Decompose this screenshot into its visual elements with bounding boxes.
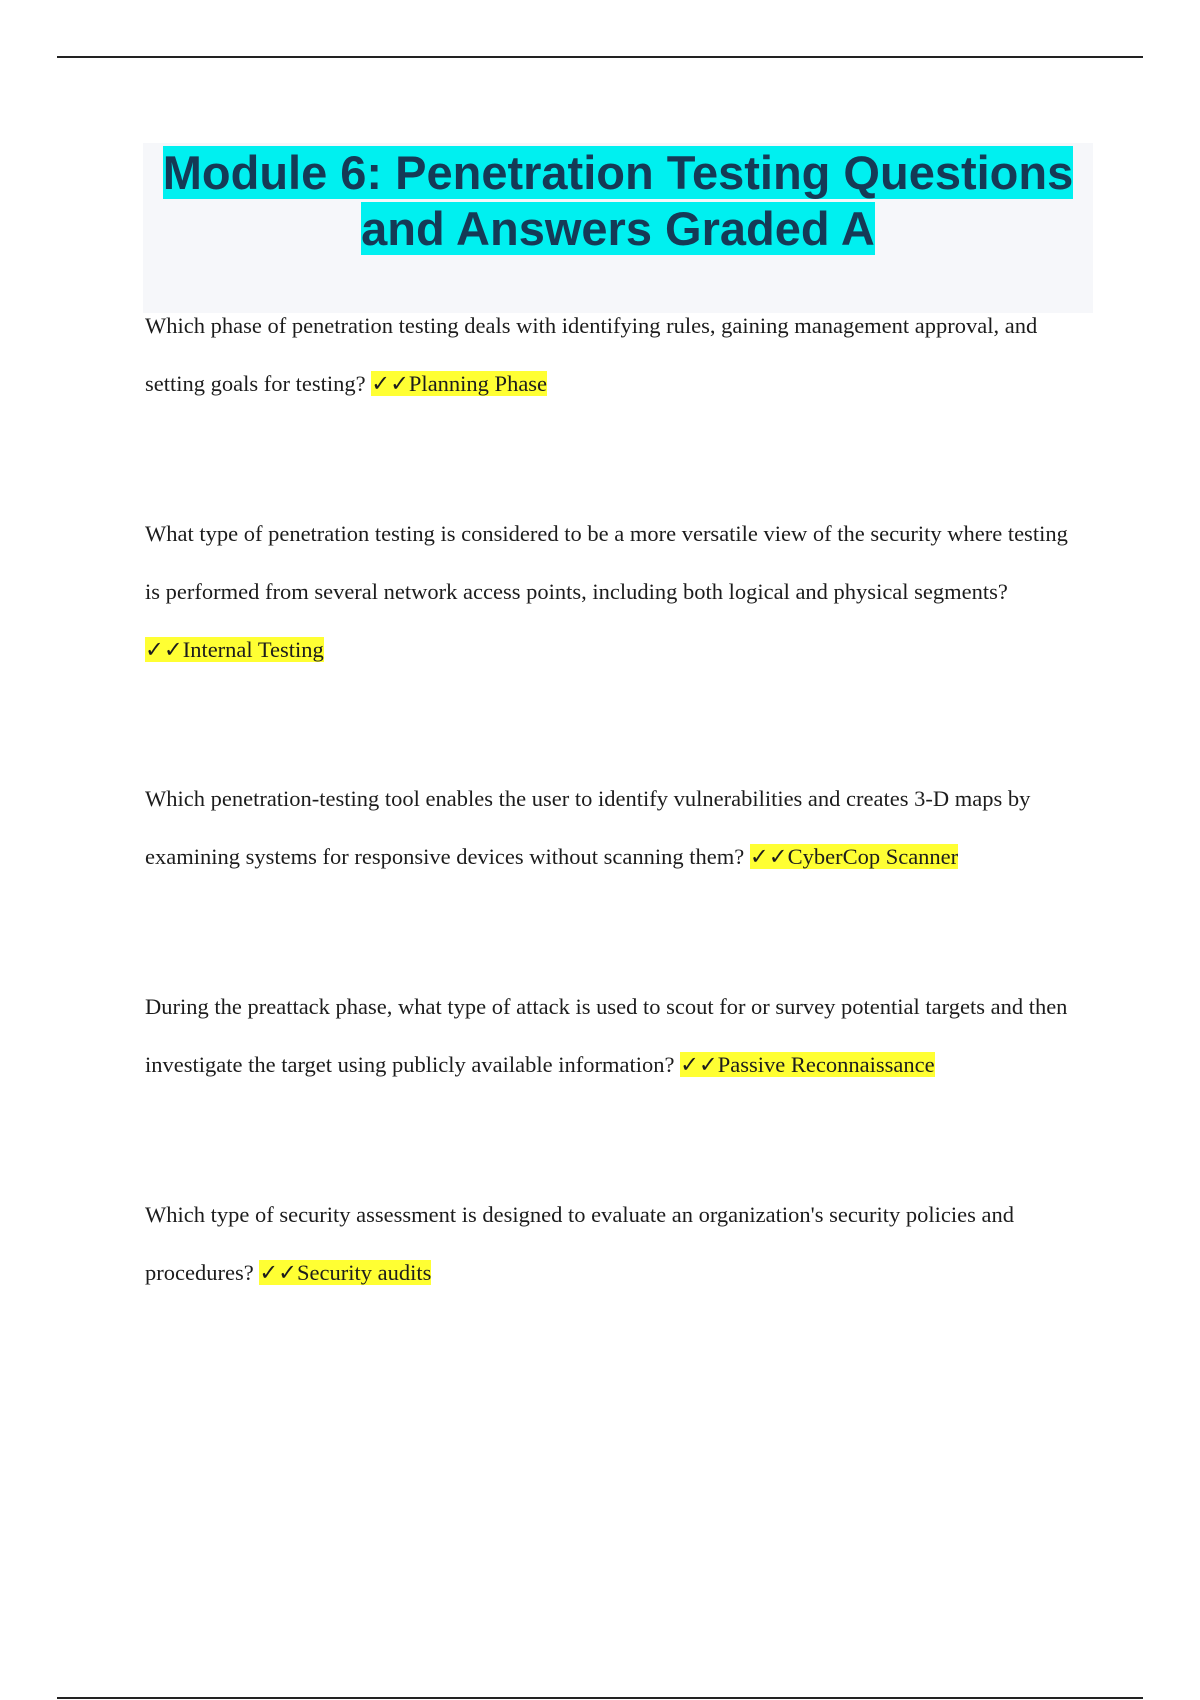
header-rule <box>57 56 1143 58</box>
answer-highlight: ✓✓Security audits <box>259 1260 432 1285</box>
question-text: During the preattack phase, what type of attack is used to scout for or survey potential targets and then investigate the target using publicly available information? <box>145 994 1068 1077</box>
answer-highlight: ✓✓Planning Phase <box>371 371 548 396</box>
qa-item <box>145 297 1085 413</box>
qa-item <box>145 770 1085 886</box>
question-text: What type of penetration testing is considered to be a more versatile view of the security where testing is performed from several network access points, including both logical and physical segments? <box>145 521 1068 604</box>
question-text: Which penetration-testing tool enables the user to identify vulnerabilities and creates 3-D maps by examining systems for responsive devices without scanning them? <box>145 786 1031 869</box>
title-block <box>143 143 1093 313</box>
page-title <box>143 143 1093 257</box>
answer-highlight: ✓✓Internal Testing <box>145 637 324 662</box>
question-text: Which phase of penetration testing deals with identifying rules, gaining management approval, and setting goals for testing? <box>145 313 1038 396</box>
qa-item <box>145 978 1085 1094</box>
title-line-1: Module 6: Penetration Testing Questions <box>162 146 1074 199</box>
qa-item <box>145 1186 1085 1302</box>
answer-highlight: ✓✓Passive Reconnaissance <box>680 1052 935 1077</box>
question-text: Which type of security assessment is designed to evaluate an organization's security policies and procedures? <box>145 1202 1015 1285</box>
title-line-2: and Answers Graded A <box>361 202 875 255</box>
footer-rule <box>57 1697 1143 1699</box>
answer-highlight: ✓✓CyberCop Scanner <box>749 844 959 869</box>
qa-item <box>145 505 1085 679</box>
